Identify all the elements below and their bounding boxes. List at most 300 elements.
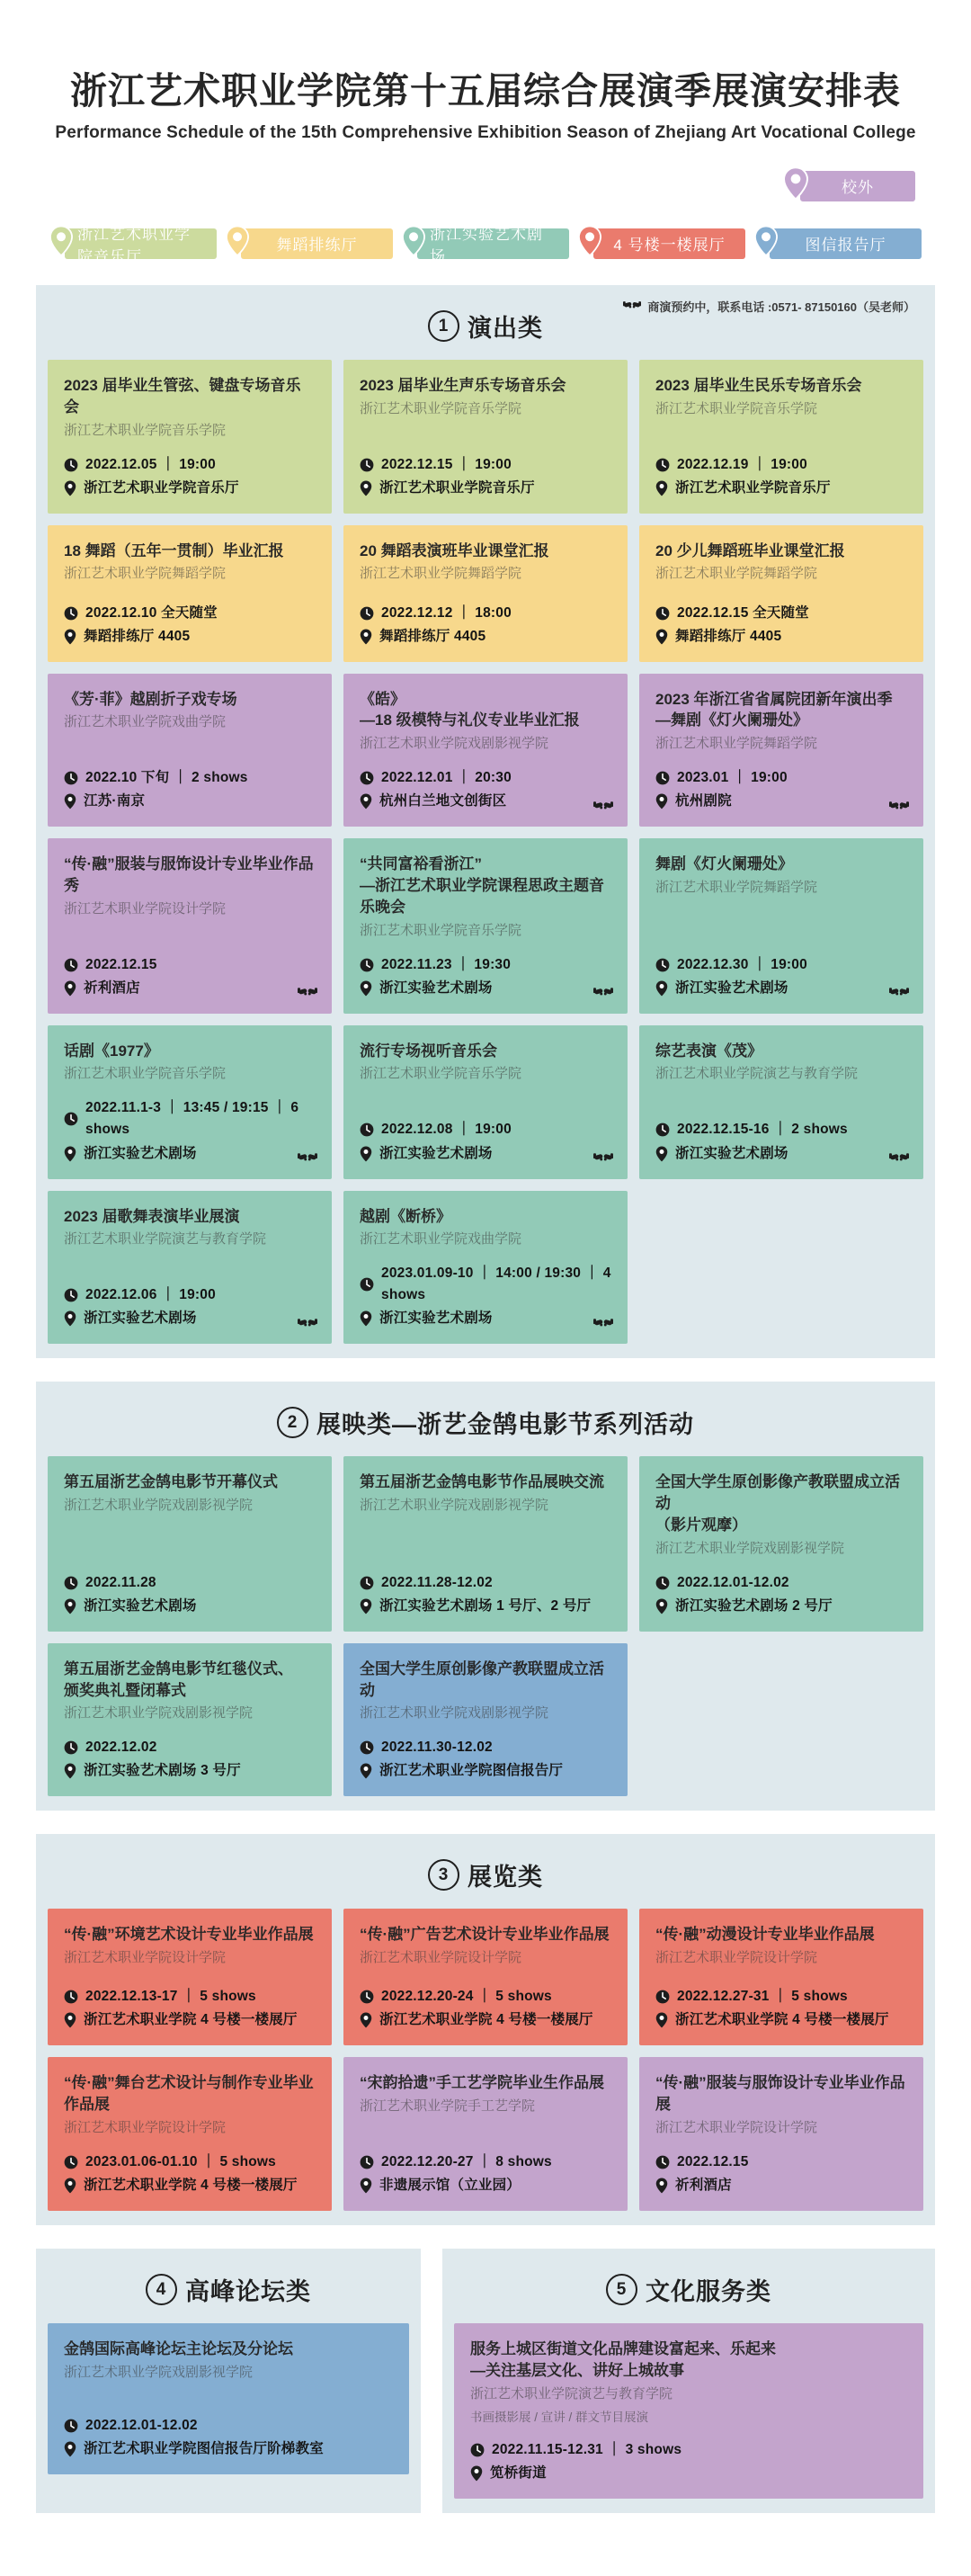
section-5-panel — [442, 2249, 935, 2513]
event-meta — [655, 2137, 907, 2196]
event-time: 2022.11.30-12.02 — [381, 1740, 493, 1756]
event-meta — [64, 588, 316, 648]
event-title: 20 少儿舞蹈班毕业课堂汇报 — [655, 541, 845, 559]
event-title: 越剧《断桥》 — [360, 1207, 451, 1225]
section-2-panel — [36, 1382, 935, 1811]
event-venue-row — [360, 1308, 611, 1329]
event-time: 2022.12.02 — [85, 1740, 157, 1756]
event-time: 2022.12.13-17 ｜ 5 shows — [85, 1989, 256, 2005]
event-organizer: 浙江艺术职业学院舞蹈学院 — [64, 566, 227, 582]
event-title: 2023 届歌舞表演毕业展演 — [64, 1207, 240, 1225]
event-card — [639, 2057, 923, 2211]
event-card — [639, 674, 923, 827]
event-venue: 浙江实验艺术剧场 — [379, 1310, 493, 1327]
page-subtitle-en: Performance Schedule of the 15th Comprehensive Exhibition Season of Zhejiang Art Vocational College — [55, 123, 916, 142]
event-time-row — [655, 1572, 907, 1594]
legend-venue-label: 图信报告厅 — [770, 228, 922, 259]
event-venue-row — [360, 626, 611, 648]
section-name: 展览类 — [468, 1864, 543, 1892]
event-venue-row — [655, 2175, 907, 2196]
event-time-row — [655, 603, 907, 624]
location-pin-icon — [360, 480, 372, 496]
legend-venue-label: 4 号楼一楼展厅 — [593, 228, 745, 259]
event-meta — [360, 1558, 611, 1617]
event-meta — [360, 1105, 611, 1164]
event-venue-row — [360, 1143, 611, 1165]
event-venue: 浙江艺术职业学院 4 号楼一楼展厅 — [84, 2012, 298, 2028]
event-card — [343, 1909, 628, 2045]
event-time: 2022.12.01-12.02 — [677, 1574, 789, 1590]
event-organizer: 浙江艺术职业学院戏曲学院 — [64, 714, 227, 730]
event-organizer: 浙江艺术职业学院设计学院 — [64, 2120, 227, 2135]
event-time-row — [360, 1572, 611, 1594]
event-time: 2022.12.30 ｜ 19:00 — [677, 956, 807, 972]
event-title: 全国大学生原创影像产教联盟成立活动 （影片观摩） — [655, 1473, 900, 1534]
section-card-grid — [454, 2323, 923, 2499]
event-title: “宋韵拾遗”手工艺学院毕业生作品展 — [360, 2074, 604, 2092]
event-organizer: 浙江艺术职业学院设计学院 — [64, 900, 227, 917]
event-venue: 浙江实验艺术剧场 — [675, 979, 788, 996]
event-organizer: 浙江艺术职业学院设计学院 — [655, 2120, 818, 2135]
event-organizer: 浙江艺术职业学院音乐学院 — [360, 1066, 522, 1082]
event-card — [343, 360, 628, 514]
event-time: 2022.12.20-27 ｜ 8 shows — [381, 2154, 552, 2169]
event-time: 2022.12.01 ｜ 20:30 — [381, 770, 512, 786]
event-time-row — [360, 1263, 611, 1306]
event-organizer: 浙江艺术职业学院舞蹈学院 — [360, 566, 522, 582]
event-venue: 浙江艺术职业学院图信报告厅 — [379, 1763, 564, 1779]
location-pin-icon — [64, 1598, 76, 1614]
clock-icon — [64, 958, 78, 972]
event-time-row — [360, 1737, 611, 1758]
event-time-row — [64, 2415, 393, 2437]
event-time-row — [360, 954, 611, 976]
section-name: 展映类—浙艺金鹄电影节系列活动 — [316, 1411, 694, 1439]
event-organizer: 浙江艺术职业学院戏曲学院 — [360, 1231, 522, 1248]
event-time-row — [64, 1572, 316, 1594]
event-venue-row — [64, 1760, 316, 1782]
event-title: 服务上城区街道文化品牌建设富起来、乐起来 —关注基层文化、讲好上城故事 — [470, 2340, 776, 2379]
clock-icon — [360, 1740, 374, 1755]
event-card — [639, 838, 923, 1013]
event-meta — [360, 1722, 611, 1782]
event-time: 2022.11.28 — [85, 1574, 156, 1590]
location-pin-icon — [49, 225, 73, 262]
event-organizer: 浙江艺术职业学院设计学院 — [360, 1950, 522, 1966]
event-venue-row — [655, 478, 907, 499]
event-card — [343, 2057, 628, 2211]
event-title: 话剧《1977》 — [64, 1042, 159, 1060]
clock-icon — [655, 958, 670, 972]
event-venue-row — [360, 2175, 611, 2196]
event-meta — [64, 940, 316, 999]
event-time: 2022.12.01-12.02 — [85, 2418, 198, 2433]
event-meta — [655, 940, 907, 999]
event-venue-row — [64, 1143, 316, 1165]
section-3-panel — [36, 1834, 935, 2225]
location-pin-icon — [470, 2465, 483, 2482]
event-time: 2023.01.09-10 ｜ 14:00 / 19:30 ｜ 4 shows — [381, 1266, 611, 1303]
event-meta — [64, 753, 316, 812]
event-time: 2022.12.05 ｜ 19:00 — [85, 456, 216, 472]
offsite-label: 校外 — [800, 171, 915, 201]
event-time-row — [655, 2151, 907, 2173]
event-venue-row — [655, 626, 907, 648]
section-card-grid — [48, 1909, 923, 2211]
clock-icon — [64, 606, 78, 621]
event-meta — [360, 588, 611, 648]
event-time-row — [470, 2439, 907, 2461]
venue-legend — [49, 225, 922, 265]
event-card — [48, 2323, 409, 2474]
section-4-panel — [36, 2249, 421, 2513]
event-time: 2022.12.15 ｜ 19:00 — [381, 456, 512, 472]
clock-icon — [655, 606, 670, 621]
event-venue-row — [360, 1760, 611, 1782]
location-pin-icon — [64, 629, 76, 645]
event-time-row — [64, 603, 316, 624]
legend-venue-label: 浙江艺术职业学院音乐厅 — [65, 228, 217, 259]
location-pin-icon — [64, 2012, 76, 2028]
event-venue: 浙江实验艺术剧场 — [84, 1597, 197, 1614]
clock-icon — [360, 1123, 374, 1137]
location-pin-icon — [655, 480, 668, 496]
event-venue-row — [360, 478, 611, 499]
location-pin-icon — [655, 1146, 668, 1162]
location-pin-icon — [655, 629, 668, 645]
legend-venue-label: 舞蹈排练厅 — [241, 228, 393, 259]
event-time-row — [360, 1119, 611, 1140]
event-title: “传·融”服装与服饰设计专业毕业作品展 — [655, 2074, 905, 2114]
event-meta — [360, 1248, 611, 1329]
event-card — [48, 674, 332, 827]
handshake-icon — [593, 1317, 613, 1334]
clock-icon — [655, 1123, 670, 1137]
clock-icon — [655, 771, 670, 785]
event-venue-row — [64, 1308, 316, 1329]
clock-icon — [360, 958, 374, 972]
event-card — [454, 2323, 923, 2499]
event-venue-row — [655, 791, 907, 812]
bottom-sections-row — [36, 2249, 935, 2513]
event-time-row — [64, 1284, 316, 1306]
event-time: 2022.12.19 ｜ 19:00 — [677, 456, 807, 472]
event-time-row — [360, 767, 611, 789]
booking-note-text: 商演预约中，联系电话 :0571- 87150160（吴老师） — [647, 300, 915, 314]
clock-icon — [64, 2419, 78, 2433]
event-time-row — [360, 603, 611, 624]
event-card — [343, 1456, 628, 1631]
event-card — [343, 838, 628, 1013]
event-meta — [655, 1972, 907, 2031]
event-venue-row — [360, 1596, 611, 1617]
event-organizer: 浙江艺术职业学院设计学院 — [655, 1950, 818, 1966]
event-time-row — [360, 1986, 611, 2008]
clock-icon — [360, 771, 374, 785]
event-card — [639, 1456, 923, 1631]
event-organizer: 浙江艺术职业学院演艺与教育学院 — [655, 1066, 859, 1082]
section-number: 5 — [606, 2274, 637, 2305]
clock-icon — [64, 1576, 78, 1590]
event-venue-row — [470, 2463, 907, 2484]
event-time: 2022.12.10 全天随堂 — [85, 604, 218, 621]
location-pin-icon — [655, 1598, 668, 1614]
event-time: 2023.01 ｜ 19:00 — [677, 770, 788, 786]
legend-item — [754, 225, 922, 262]
event-title: “传·融”广告艺术设计专业毕业作品展 — [360, 1926, 610, 1944]
event-venue: 浙江实验艺术剧场 3 号厅 — [84, 1763, 241, 1779]
location-pin-icon — [360, 1763, 372, 1779]
event-venue: 浙江艺术职业学院 4 号楼一楼展厅 — [379, 2012, 593, 2028]
event-time-row — [64, 454, 316, 476]
legend-venue-label: 浙江实验艺术剧场 — [417, 228, 569, 259]
location-pin-icon — [64, 2441, 76, 2457]
location-pin-icon — [360, 980, 372, 997]
event-card — [48, 1191, 332, 1345]
event-organizer: 浙江艺术职业学院舞蹈学院 — [655, 736, 818, 752]
event-venue: 祈利酒店 — [675, 2178, 732, 2194]
event-venue: 浙江艺术职业学院音乐厅 — [675, 479, 831, 496]
handshake-icon — [593, 1151, 613, 1168]
event-time: 2022.12.06 ｜ 19:00 — [85, 1287, 216, 1303]
event-card — [48, 1643, 332, 1797]
event-organizer: 浙江艺术职业学院音乐学院 — [655, 400, 818, 416]
sections-container — [0, 285, 971, 2225]
event-card — [639, 360, 923, 514]
event-meta — [64, 1558, 316, 1617]
event-title: 金鹄国际高峰论坛主论坛及分论坛 — [64, 2340, 293, 2358]
location-pin-icon — [64, 2178, 76, 2194]
event-time: 2022.12.08 ｜ 19:00 — [381, 1122, 512, 1138]
event-time: 2022.10 下旬 ｜ 2 shows — [85, 770, 248, 786]
clock-icon — [360, 2155, 374, 2169]
event-time-row — [655, 954, 907, 976]
event-meta — [360, 753, 611, 812]
event-organizer: 浙江艺术职业学院戏剧影视学院 — [655, 1540, 845, 1556]
event-title: 第五届浙艺金鹄电影节作品展映交流 — [360, 1473, 604, 1491]
event-venue: 舞蹈排练厅 4405 — [675, 628, 782, 644]
event-venue-row — [655, 978, 907, 999]
event-organizer: 浙江艺术职业学院音乐学院 — [360, 400, 522, 416]
event-title: 流行专场视听音乐会 — [360, 1042, 497, 1060]
event-venue-row — [360, 791, 611, 812]
event-card — [639, 1025, 923, 1179]
event-title: 《皓》 —18 级模特与礼仪专业毕业汇报 — [360, 690, 580, 729]
event-card — [48, 525, 332, 662]
location-pin-icon — [360, 1598, 372, 1614]
event-meta — [64, 1270, 316, 1329]
section-title — [454, 2272, 923, 2307]
event-time-row — [360, 2151, 611, 2173]
section-number: 2 — [277, 1407, 308, 1438]
event-meta — [655, 1105, 907, 1164]
booking-note — [623, 298, 915, 315]
event-time-row — [64, 954, 316, 976]
clock-icon — [64, 1112, 78, 1126]
event-time-row — [655, 1119, 907, 1140]
location-pin-icon — [64, 980, 76, 997]
event-venue: 笕桥街道 — [490, 2464, 547, 2481]
event-title: 18 舞蹈（五年一贯制）毕业汇报 — [64, 541, 284, 559]
event-meta — [470, 2425, 907, 2484]
event-venue-row — [64, 2009, 316, 2031]
event-venue-row — [64, 626, 316, 648]
event-venue: 浙江艺术职业学院 4 号楼一楼展厅 — [675, 2012, 889, 2028]
event-meta — [64, 2401, 393, 2460]
handshake-icon — [593, 986, 613, 1003]
event-meta — [360, 940, 611, 999]
event-extra-info: 书画摄影展 / 宣讲 / 群文节目展演 — [470, 2410, 649, 2424]
event-card — [48, 1025, 332, 1179]
event-venue: 浙江艺术职业学院 4 号楼一楼展厅 — [84, 2178, 298, 2194]
event-time-row — [64, 1737, 316, 1758]
event-title: “传·融”服装与服饰设计专业毕业作品秀 — [64, 855, 314, 895]
event-title: “传·融”动漫设计专业毕业作品展 — [655, 1926, 875, 1944]
event-time: 2022.11.15-12.31 ｜ 3 shows — [492, 2441, 682, 2457]
event-title: 2023 届毕业生民乐专场音乐会 — [655, 377, 862, 394]
event-organizer: 浙江艺术职业学院戏剧影视学院 — [64, 1498, 254, 1514]
clock-icon — [360, 458, 374, 472]
event-venue-row — [64, 791, 316, 812]
event-organizer: 浙江艺术职业学院设计学院 — [64, 1950, 227, 1966]
event-organizer: 浙江艺术职业学院戏剧影视学院 — [64, 2364, 254, 2380]
clock-icon — [360, 606, 374, 621]
section-title — [48, 1857, 923, 1892]
event-meta — [360, 2137, 611, 2196]
section-number: 1 — [428, 310, 459, 342]
event-title: “传·融”舞台艺术设计与制作专业毕业作品展 — [64, 2074, 314, 2114]
event-card — [48, 2057, 332, 2211]
event-meta — [64, 1972, 316, 2031]
section-number: 4 — [146, 2274, 177, 2305]
event-venue: 非遗展示馆（立业园） — [379, 2178, 521, 2194]
location-pin-icon — [64, 1146, 76, 1162]
event-organizer: 浙江艺术职业学院戏剧影视学院 — [360, 736, 549, 752]
event-venue-row — [360, 2009, 611, 2031]
event-title: 《芳·菲》越剧折子戏专场 — [64, 690, 237, 708]
offsite-badge-row — [56, 166, 915, 205]
section-title — [48, 1405, 923, 1440]
handshake-icon — [623, 300, 641, 313]
event-venue: 舞蹈排练厅 4405 — [84, 628, 191, 644]
event-meta — [64, 1722, 316, 1782]
event-title: 第五届浙艺金鹄电影节红毯仪式、 颁奖典礼暨闭幕式 — [64, 1659, 293, 1699]
event-title: 2023 届毕业生声乐专场音乐会 — [360, 377, 566, 394]
event-card — [343, 1025, 628, 1179]
location-pin-icon — [360, 2178, 372, 2194]
offsite-badge — [783, 166, 915, 205]
event-venue: 浙江实验艺术剧场 — [675, 1145, 788, 1161]
event-venue: 浙江实验艺术剧场 2 号厅 — [675, 1597, 833, 1614]
location-pin-icon — [64, 480, 76, 496]
clock-icon — [470, 2443, 485, 2457]
event-time: 2022.12.27-31 ｜ 5 shows — [677, 1989, 848, 2005]
event-card — [48, 360, 332, 514]
section-name: 演出类 — [468, 315, 543, 342]
location-pin-icon — [64, 1310, 76, 1327]
event-meta — [655, 440, 907, 499]
location-pin-icon — [655, 980, 668, 997]
event-venue: 杭州剧院 — [675, 793, 732, 809]
event-time: 2022.12.15 — [677, 2154, 749, 2169]
event-venue-row — [655, 1596, 907, 1617]
event-title: “传·融”环境艺术设计专业毕业作品展 — [64, 1926, 314, 1944]
section-card-grid — [48, 2323, 409, 2474]
clock-icon — [360, 1990, 374, 2004]
event-title: 综艺表演《茂》 — [655, 1042, 762, 1060]
event-venue-row — [64, 978, 316, 999]
location-pin-icon — [360, 793, 372, 809]
event-organizer: 浙江艺术职业学院戏剧影视学院 — [64, 1705, 254, 1722]
event-venue-row — [64, 2175, 316, 2196]
clock-icon — [64, 771, 78, 785]
event-venue: 浙江实验艺术剧场 — [379, 1145, 493, 1161]
section-name: 高峰论坛类 — [185, 2278, 311, 2306]
event-time-row — [360, 454, 611, 476]
event-venue: 浙江实验艺术剧场 — [84, 1310, 197, 1327]
event-card — [48, 1909, 332, 2045]
handshake-icon — [298, 1317, 317, 1334]
event-meta — [64, 440, 316, 499]
event-time: 2022.12.15 全天随堂 — [677, 604, 809, 621]
clock-icon — [360, 1277, 374, 1292]
event-organizer: 浙江艺术职业学院演艺与教育学院 — [64, 1231, 267, 1248]
event-time-row — [655, 767, 907, 789]
event-time-row — [64, 2151, 316, 2173]
event-card — [639, 525, 923, 662]
event-title: 舞剧《灯火阑珊处》 — [655, 855, 793, 873]
section-title — [48, 2272, 409, 2307]
event-venue: 杭州白兰地文创街区 — [379, 793, 507, 809]
location-pin-icon — [360, 2012, 372, 2028]
event-venue: 舞蹈排练厅 4405 — [379, 628, 486, 644]
handshake-icon — [889, 1151, 909, 1168]
event-meta — [655, 753, 907, 812]
event-title: 2023 年浙江省省属院团新年演出季 —舞剧《灯火阑珊处》 — [655, 690, 893, 729]
clock-icon — [64, 2155, 78, 2169]
legend-item — [578, 225, 745, 262]
event-venue: 浙江艺术职业学院图信报告厅阶梯教室 — [84, 2441, 324, 2457]
event-time: 2023.01.06-01.10 ｜ 5 shows — [85, 2154, 276, 2169]
event-meta — [64, 2137, 316, 2196]
event-organizer: 浙江艺术职业学院音乐学院 — [360, 922, 522, 938]
clock-icon — [64, 458, 78, 472]
legend-item — [402, 225, 569, 265]
event-time: 2022.11.1-3 ｜ 13:45 / 19:15 ｜ 6 shows — [85, 1100, 299, 1138]
event-card — [639, 1909, 923, 2045]
handshake-icon — [593, 800, 613, 817]
event-venue-row — [64, 2438, 393, 2460]
clock-icon — [64, 1990, 78, 2004]
event-title: “共同富裕看浙江” —浙江艺术职业学院课程思政主题音乐晚会 — [360, 855, 604, 916]
event-venue-row — [64, 1596, 316, 1617]
event-venue: 浙江实验艺术剧场 — [84, 1145, 197, 1161]
event-venue: 浙江实验艺术剧场 1 号厅、2 号厅 — [379, 1597, 592, 1614]
event-time-row — [64, 767, 316, 789]
event-organizer: 浙江艺术职业学院音乐学院 — [64, 1066, 227, 1082]
event-organizer: 浙江艺术职业学院舞蹈学院 — [655, 566, 818, 582]
event-card — [48, 838, 332, 1013]
event-card — [343, 525, 628, 662]
section-card-grid — [48, 1456, 923, 1796]
event-organizer: 浙江艺术职业学院舞蹈学院 — [655, 880, 818, 896]
event-organizer: 浙江艺术职业学院音乐学院 — [64, 422, 227, 438]
location-pin-icon — [655, 2178, 668, 2194]
page-title: 浙江艺术职业学院第十五届综合展演季展演安排表 — [70, 70, 901, 112]
location-pin-icon — [578, 225, 601, 262]
clock-icon — [655, 2155, 670, 2169]
event-organizer: 浙江艺术职业学院演艺与教育学院 — [470, 2385, 673, 2402]
